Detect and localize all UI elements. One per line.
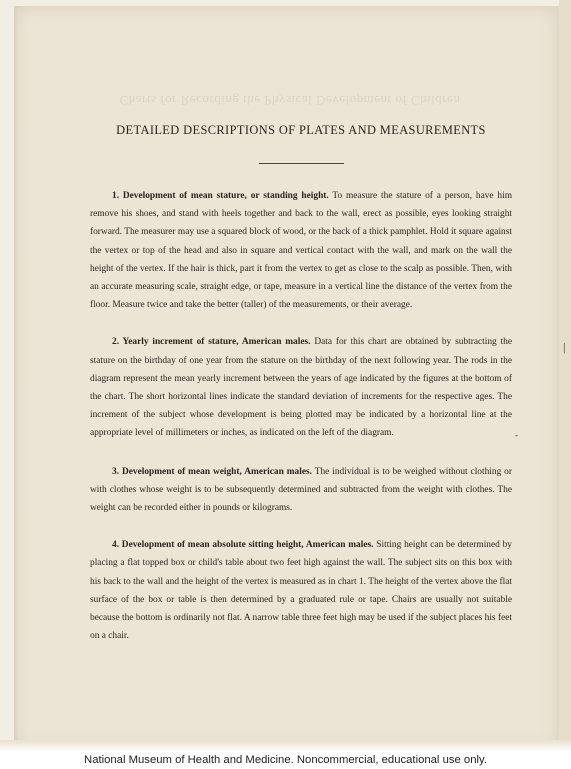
section-1-body: To measure the stature of a person, have him remove his shoes, and stand with heels together and back to the wall, erect as possible, eyes looking straight forward. The measurer may use a squared block of wood, or the back of a thick pamphlet. Hold it square against the vertex or top of the head and also in square and vertical contact with the wall, and mark on the wall the height of the vertex. If the hair is thick, part it from the vertex to get as close to the scalp as possible. Then, with an accurate measuring scale, straight edge, or tape, measure in a vertical line the distance of the vertex from the floor. Measure twice and take the better (taller) of the measurements, or their average. [90,191,512,311]
margin-tick: - [515,430,518,440]
margin-mark: | [563,340,566,354]
page-title: DETAILED DESCRIPTIONS OF PLATES AND MEASUREMENTS [116,123,486,137]
page-right-margin [559,0,571,752]
title-divider [259,163,344,164]
section-1 [90,187,512,314]
bleed-through-text: Charts for Recording the Physical Development of Children [119,93,461,108]
page-edge-shadow [14,6,18,750]
section-3 [90,463,512,518]
section-2 [90,333,512,442]
section-1-heading: 1. Development of mean stature, or standing height. [112,191,329,201]
section-4-heading: 4. Development of mean absolute sitting height, American males. [112,540,374,551]
section-3-body: The individual is to be weighed without clothing or with clothes whose weight is to be subsequently determined and subtracted from the weight with clothes. The weight can be recorded either in pounds or kilograms. [90,466,512,514]
section-4-body: Sitting height can be determined by placing a flat topped box or child's table about two feet high against the wall. The subject sits on this box with his back to the wall and the height of the vertex is measured as in chart 1. The height of the vertex above the flat surface of the box or table is then determined by a graduated rule or tape. Chairs are usually not suitable because the bottom is ordinarily not flat. A narrow table three feet high may be used if the subject places his feet on a chair. [90,540,512,642]
section-3-heading: 3. Development of mean weight, American males. [112,466,312,477]
section-2-body: Data for this chart are obtained by subtracting the stature on the birthday of one year from the stature on the birthday of the next following year. The rods in the diagram represent the mean yearly increment between the years of age indicated by the figures at the bottom of the chart. The short horizontal lines indicate the standard deviation of increments for the respective ages. The increment of the subject whose development is being plotted may be indicated by a horizontal line at the appropriate level of millimeters or inches, as indicated on the left of the diagram. [90,337,512,439]
section-2-heading: 2. Yearly increment of stature, American males. [112,337,311,348]
section-4 [90,536,512,645]
footer-credit: National Museum of Health and Medicine. Noncommercial, educational use only. [84,754,487,766]
document-body [90,118,512,645]
